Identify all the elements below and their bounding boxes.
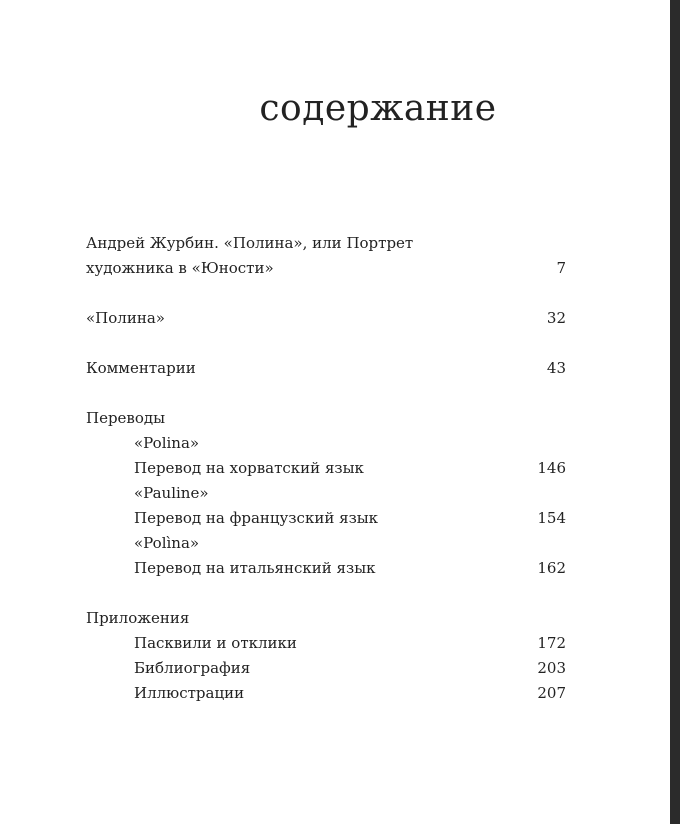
toc-subentry: [86, 556, 566, 581]
spacer: [86, 581, 566, 606]
page-title: содержание: [259, 88, 497, 129]
toc-entry-label: Перевод на французский язык: [134, 509, 379, 527]
toc-subentry-title: [86, 431, 566, 456]
toc-section-heading: Переводы: [86, 409, 166, 427]
toc-section-translations: [86, 406, 566, 431]
toc-entry-label: Пасквили и отклики: [134, 634, 297, 652]
toc-page-number: 32: [546, 309, 566, 327]
toc-subentry: [86, 656, 566, 681]
toc-entry-label: Комментарии: [86, 359, 196, 377]
toc-subentry: [86, 681, 566, 706]
toc-section-heading: Приложения: [86, 609, 190, 627]
toc-entry-label: Библиография: [134, 659, 251, 677]
toc-page-number: 207: [537, 684, 566, 702]
toc-entry-label: Андрей Журбин. «Полина», или Портрет: [86, 234, 414, 252]
toc-original-title: «Polina»: [134, 434, 200, 452]
toc-entry-label: художника в «Юности»: [86, 259, 274, 277]
toc-subentry: [86, 631, 566, 656]
toc-page-number: 162: [537, 559, 566, 577]
spacer: [86, 381, 566, 406]
toc-entry-label: «Полина»: [86, 309, 165, 327]
toc-entry-intro-line1: [86, 231, 566, 256]
toc-entry-label: Перевод на итальянский язык: [134, 559, 376, 577]
spacer: [86, 281, 566, 306]
toc-page-number: 43: [546, 359, 566, 377]
toc-subentry-title: [86, 531, 566, 556]
toc-subentry: [86, 506, 566, 531]
table-of-contents: [86, 231, 566, 706]
spacer: [86, 331, 566, 356]
toc-page-number: 146: [537, 459, 566, 477]
toc-subentry: [86, 456, 566, 481]
toc-section-appendices: [86, 606, 566, 631]
toc-entry-comments: [86, 356, 566, 381]
toc-subentry-title: [86, 481, 566, 506]
toc-original-title: «Pauline»: [134, 484, 209, 502]
toc-entry-intro-line2: [86, 256, 566, 281]
toc-page-number: 154: [537, 509, 566, 527]
toc-page-number: 172: [537, 634, 566, 652]
toc-page-number: 7: [556, 259, 566, 277]
toc-entry-polina: [86, 306, 566, 331]
toc-entry-label: Перевод на хорватский язык: [134, 459, 364, 477]
toc-original-title: «Polìna»: [134, 534, 200, 552]
toc-entry-label: Иллюстрации: [134, 684, 245, 702]
toc-page-number: 203: [537, 659, 566, 677]
